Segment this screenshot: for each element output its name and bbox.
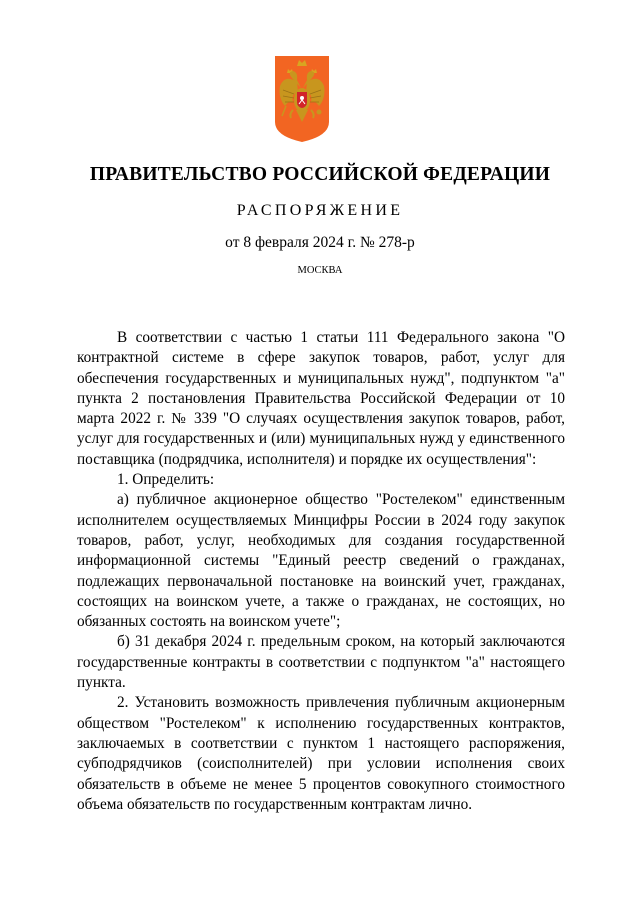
document-date-number: от 8 февраля 2024 г. № 278-р bbox=[225, 234, 415, 251]
clause-2-paragraph: 2. Установить возможность привлечения публичным акционерным обществом "Ростелеком" к исполнению государственных контрактов, заключаемых в соответствии с пунктом 1 настоящего распоряжения, субподрядчиков (соисполнителей) при условии исполнения своих обязательств в объеме не менее 5 процентов совокупного стоимостного объема обязательств по государственным контрактам лично. bbox=[77, 694, 565, 813]
document-city: МОСКВА bbox=[297, 265, 343, 276]
preamble-paragraph: В соответствии с частью 1 статьи 111 Федерального закона "О контрактной системе в сфере закупок товаров, работ, услуг для обеспечения государственных и муниципальных нужд", подпунктом "а" пункта 2 постановления Правительства Российской Федерации от 10 марта 2022 г. № 339 "О случаях осуществления закупок товаров, работ, услуг для государственных и (или) муниципальных нужд у единственного поставщика (подрядчика, исполнителя) и порядке их осуществления": bbox=[77, 329, 565, 468]
government-title: ПРАВИТЕЛЬСТВО РОССИЙСКОЙ ФЕДЕРАЦИИ bbox=[89, 164, 551, 185]
document-body bbox=[77, 328, 565, 815]
clause-1a-paragraph: а) публичное акционерное общество "Ростелеком" единственным исполнителем осуществляемых Минцифры России в 2024 году закупок товаров, работ, услуг, необходимых для создания государственной информационной системы "Единый реестр сведений о гражданах, подлежащих первоначальной постановке на воинский учет, гражданах, состоящих на воинском учете, а также о гражданах, не состоящих, но обязанных состоять на воинском учете"; bbox=[77, 491, 565, 631]
clause-1-paragraph: 1. Определить: bbox=[117, 471, 215, 489]
clause-1b-paragraph: б) 31 декабря 2024 г. предельным сроком, на который заключаются государственные контракты в соответствии с подпунктом "а" настоящего пункта. bbox=[77, 633, 565, 692]
document-type: РАСПОРЯЖЕНИЕ bbox=[236, 202, 404, 219]
russian-coat-of-arms-icon bbox=[275, 56, 329, 142]
